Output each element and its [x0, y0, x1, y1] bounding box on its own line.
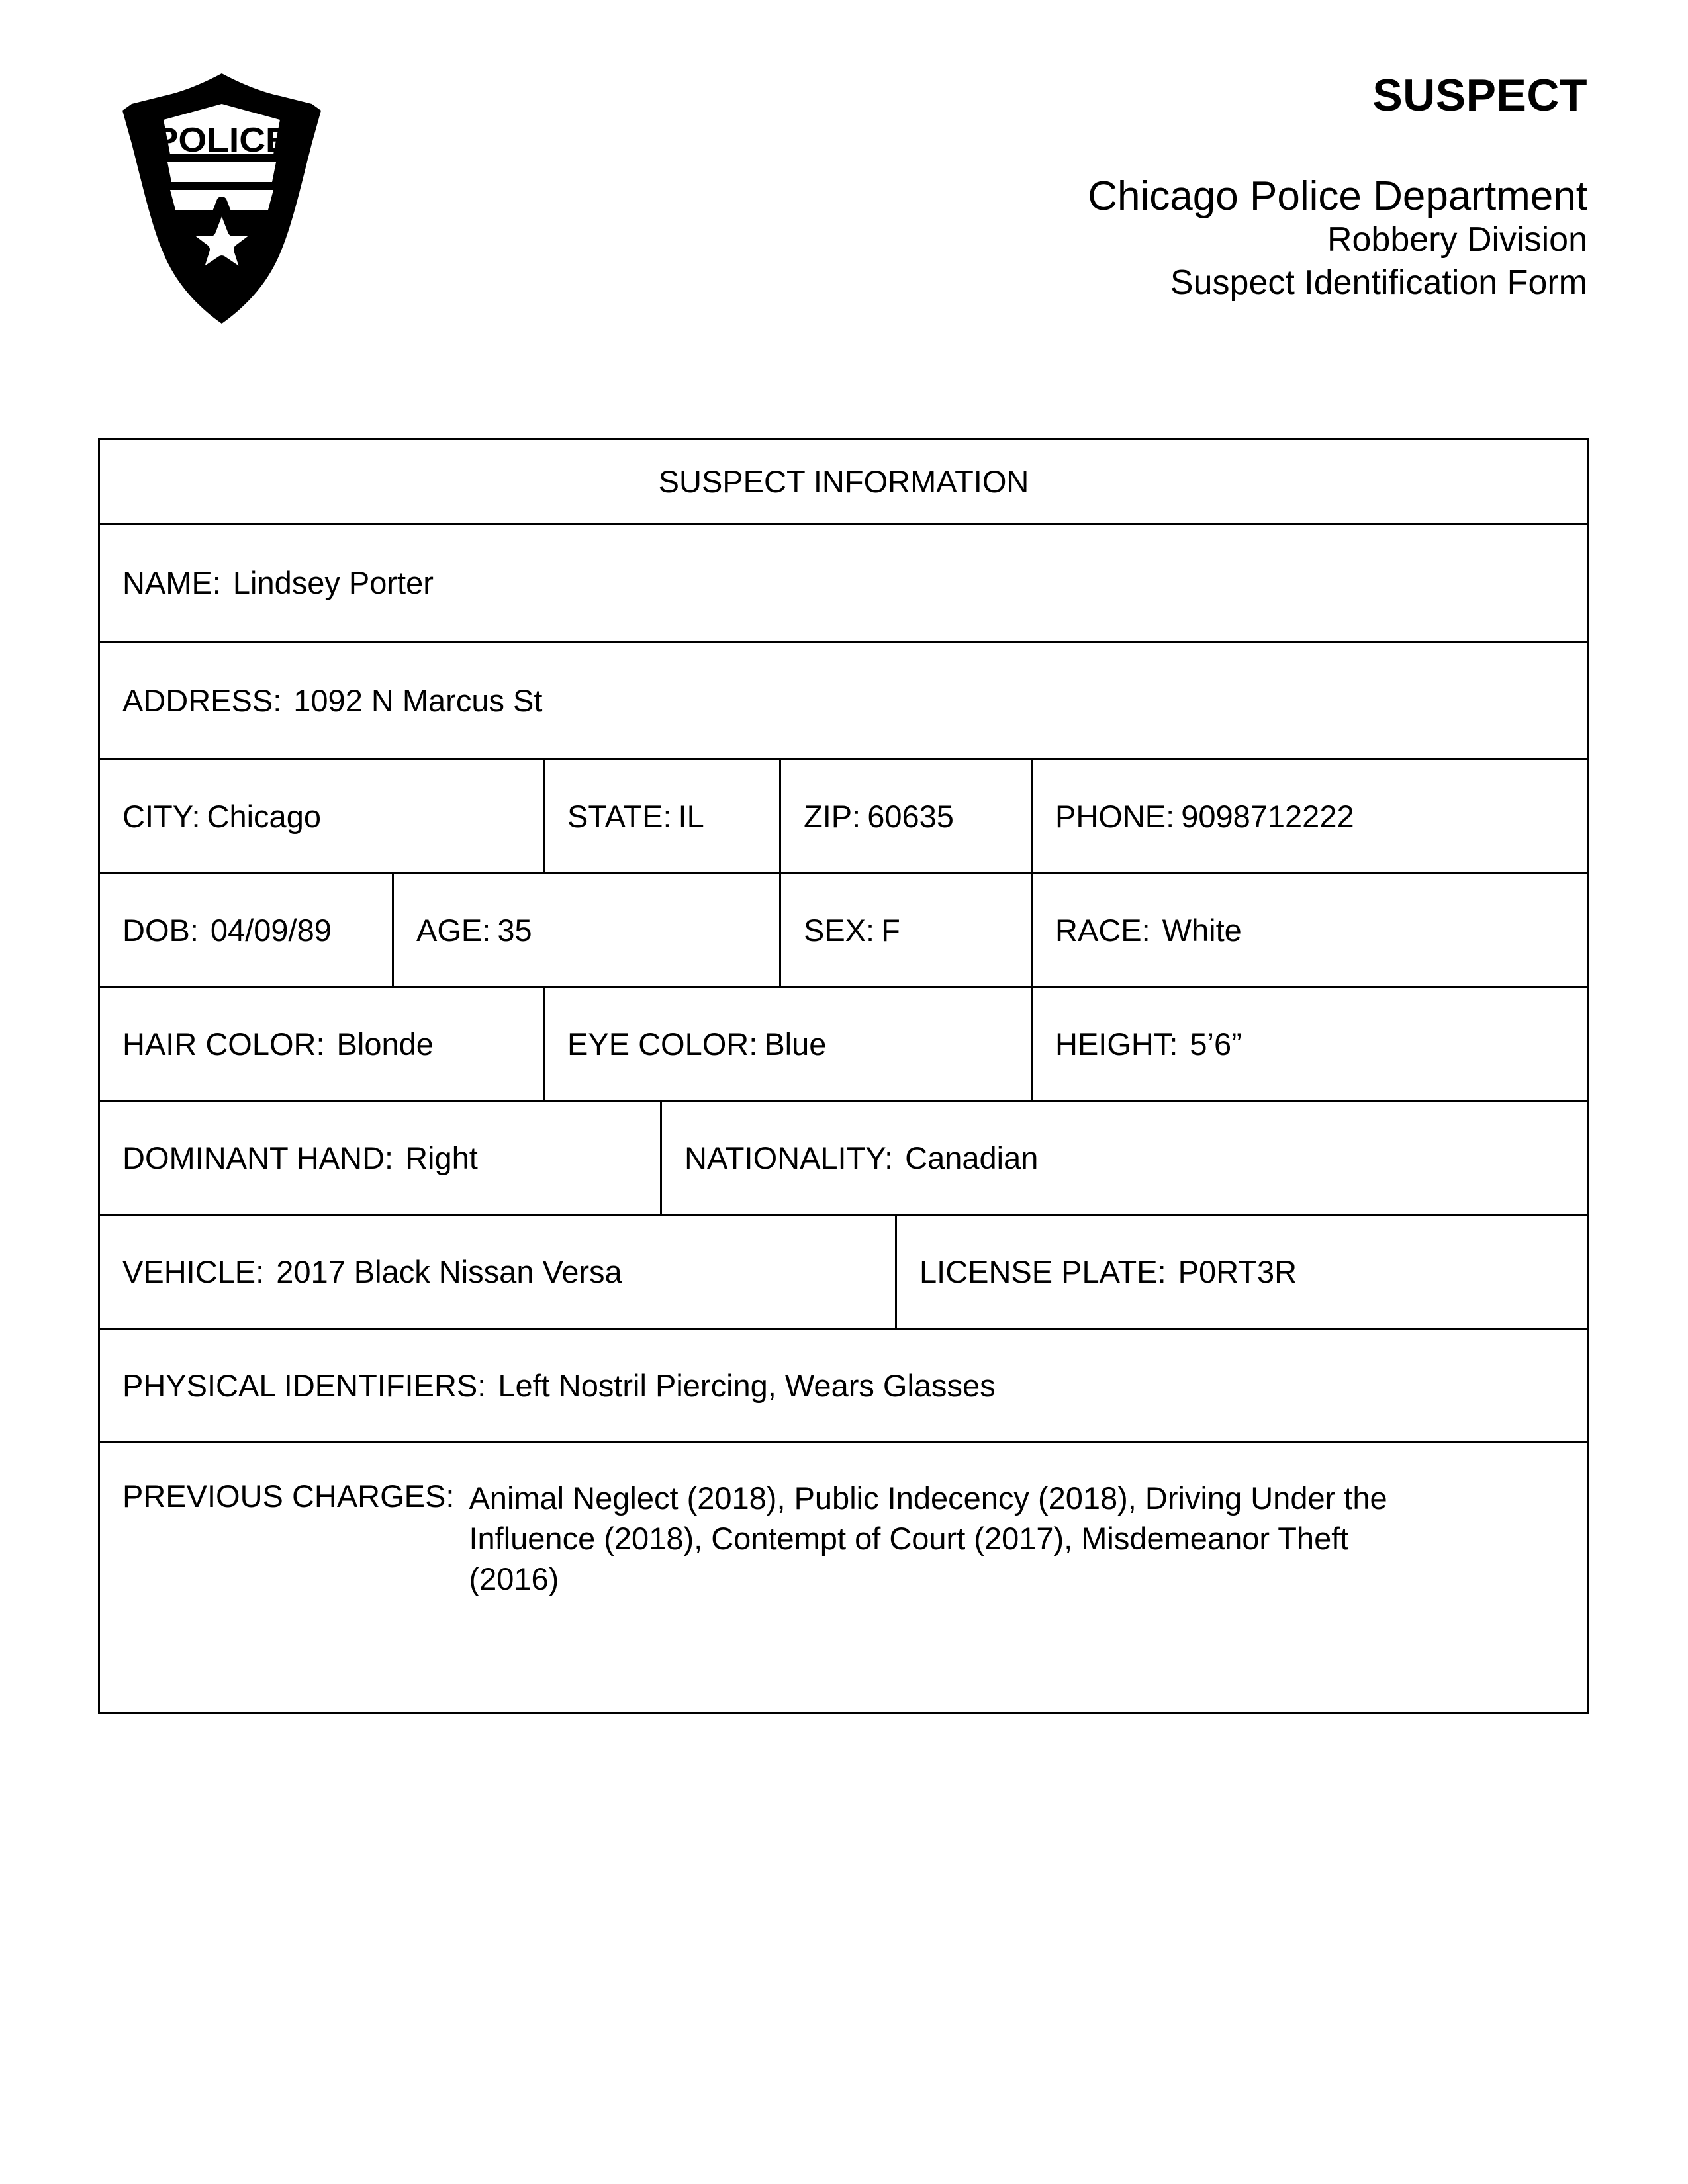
badge-police-text: POLICE — [154, 120, 290, 159]
sex-value: F — [881, 912, 900, 948]
field-eye-color — [544, 987, 1032, 1101]
field-address — [99, 642, 1589, 760]
name-value: Lindsey Porter — [232, 565, 434, 600]
sex-label: SEX: — [804, 912, 875, 948]
field-state — [544, 760, 780, 874]
nationality-value: Canadian — [905, 1140, 1039, 1175]
dob-label: DOB: — [122, 912, 199, 948]
zip-value: 60635 — [867, 798, 954, 834]
dominant-hand-label: DOMINANT HAND: — [122, 1140, 394, 1175]
dob-value: 04/09/89 — [210, 912, 332, 948]
race-label: RACE: — [1055, 912, 1150, 948]
height-label: HEIGHT: — [1055, 1026, 1178, 1062]
race-value: White — [1162, 912, 1242, 948]
physical-identifiers-label: PHYSICAL IDENTIFIERS: — [122, 1367, 487, 1403]
field-dob — [99, 874, 393, 987]
hair-color-value: Blonde — [336, 1026, 434, 1062]
table-row-hand-nationality — [99, 1101, 1589, 1215]
table-row-dob-age-sex-race — [99, 874, 1589, 987]
form-name: Suspect Identification Form — [1170, 263, 1587, 302]
table-row-hair-eye-height — [99, 987, 1589, 1101]
field-dominant-hand — [99, 1101, 661, 1215]
city-value: Chicago — [207, 798, 321, 834]
vehicle-label: VEHICLE: — [122, 1253, 265, 1289]
state-label: STATE: — [567, 798, 672, 834]
field-race — [1032, 874, 1589, 987]
address-value: 1092 N Marcus St — [293, 682, 543, 718]
field-city — [99, 760, 544, 874]
field-nationality — [661, 1101, 1589, 1215]
field-height — [1032, 987, 1589, 1101]
field-vehicle — [99, 1215, 896, 1329]
age-value: 35 — [497, 912, 532, 948]
document-title: SUSPECT — [1372, 70, 1587, 120]
table-row-vehicle-plate — [99, 1215, 1589, 1329]
field-phone — [1032, 760, 1589, 874]
field-name — [99, 524, 1589, 642]
field-previous-charges — [99, 1443, 1589, 1713]
previous-charges-label: PREVIOUS CHARGES: — [122, 1479, 455, 1514]
department-name: Chicago Police Department — [1088, 173, 1587, 219]
field-hair-color — [99, 987, 544, 1101]
field-physical-identifiers — [99, 1329, 1589, 1443]
field-age — [393, 874, 780, 987]
table-row-city-state-zip-phone — [99, 760, 1589, 874]
division-name: Robbery Division — [1327, 220, 1587, 259]
phone-label: PHONE: — [1055, 798, 1175, 834]
eye-color-label: EYE COLOR: — [567, 1026, 758, 1062]
phone-value: 9098712222 — [1181, 798, 1354, 834]
vehicle-value: 2017 Black Nissan Versa — [276, 1253, 622, 1289]
header-text-block — [1088, 70, 1587, 304]
city-label: CITY: — [122, 798, 201, 834]
age-label: AGE: — [416, 912, 491, 948]
height-value: 5’6” — [1190, 1026, 1242, 1062]
state-value: IL — [678, 798, 704, 834]
license-plate-value: P0RT3R — [1178, 1253, 1297, 1289]
table-row-address — [99, 642, 1589, 760]
eye-color-value: Blue — [764, 1026, 827, 1062]
table-row-name — [99, 524, 1589, 642]
license-plate-label: LICENSE PLATE: — [919, 1253, 1166, 1289]
table-row-previous-charges — [99, 1443, 1589, 1713]
zip-label: ZIP: — [804, 798, 861, 834]
nationality-label: NATIONALITY: — [684, 1140, 894, 1175]
previous-charges-value: Animal Neglect (2018), Public Indecency (2018), Driving Under the Influence (2018), Contempt of Court (2017), Misdemeanor Theft (2016) — [469, 1480, 1387, 1597]
table-row-physical-identifiers — [99, 1329, 1589, 1443]
field-zip — [780, 760, 1032, 874]
page-header — [0, 0, 1688, 397]
police-shield-badge-icon — [103, 69, 341, 328]
suspect-information-table — [98, 438, 1589, 1714]
dominant-hand-value: Right — [405, 1140, 478, 1175]
section-title: SUSPECT INFORMATION — [99, 439, 1589, 524]
hair-color-label: HAIR COLOR: — [122, 1026, 325, 1062]
name-label: NAME: — [122, 565, 221, 600]
physical-identifiers-value: Left Nostril Piercing, Wears Glasses — [498, 1367, 996, 1403]
field-license-plate — [896, 1215, 1589, 1329]
address-label: ADDRESS: — [122, 682, 282, 718]
table-row-section-header — [99, 439, 1589, 524]
field-sex — [780, 874, 1032, 987]
